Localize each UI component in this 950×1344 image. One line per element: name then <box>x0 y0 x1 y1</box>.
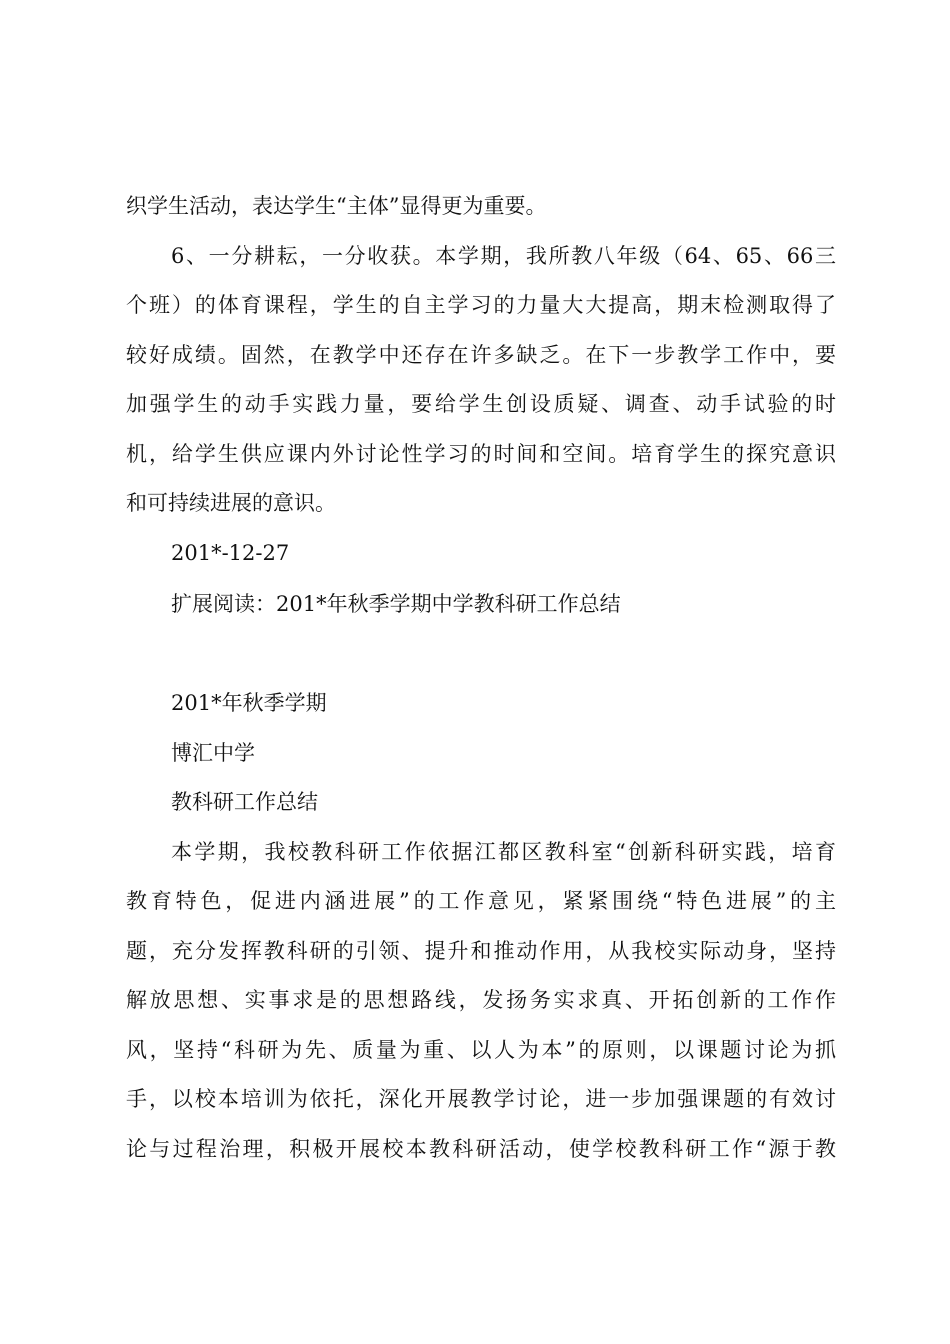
paragraph-line: 本学期，我校教科研工作依据江都区教科室“创新科研实践，培育 <box>171 840 836 864</box>
paragraph-line: 风，坚持“科研为先、质量为重、以人为本”的原则，以课题讨论为抓 <box>126 1038 836 1062</box>
school-name: 博汇中学 <box>171 741 255 765</box>
paragraph-line: 和可持续进展的意识。 <box>126 491 336 515</box>
paragraph-line: 解放思想、实事求是的思想路线，发扬务实求真、开拓创新的工作作 <box>126 988 836 1012</box>
paragraph-line: 手，以校本培训为依托，深化开展教学讨论，进一步加强课题的有效讨 <box>126 1087 836 1111</box>
paragraph-line: 较好成绩。固然，在教学中还存在许多缺乏。在下一步教学工作中，要 <box>126 343 836 367</box>
term-heading: 201*年秋季学期 <box>171 691 327 715</box>
paragraph-line: 织学生活动，表达学生“主体”显得更为重要。 <box>126 194 547 218</box>
paragraph-line: 个班）的体育课程，学生的自主学习的力量大大提高，期末检测取得了 <box>126 293 836 317</box>
paragraph-line: 教育特色，促进内涵进展”的工作意见，紧紧围绕“特色进展”的主 <box>126 889 836 913</box>
paragraph-line: 机，给学生供应课内外讨论性学习的时间和空间。培育学生的探究意识 <box>126 442 836 466</box>
date-line: 201*-12-27 <box>171 541 290 565</box>
paragraph-line: 论与过程治理，积极开展校本教科研活动，使学校教科研工作“源于教 <box>126 1137 836 1161</box>
paragraph-line: 题，充分发挥教科研的引领、提升和推动作用，从我校实际动身，坚持 <box>126 939 836 963</box>
summary-title: 教科研工作总结 <box>171 790 318 814</box>
extended-reading-title: 扩展阅读：201*年秋季学期中学教科研工作总结 <box>171 592 621 616</box>
paragraph-line: 加强学生的动手实践力量，要给学生创设质疑、调查、动手试验的时 <box>126 392 836 416</box>
paragraph-line: 6、一分耕耘，一分收获。本学期，我所教八年级（64、65、66三 <box>171 244 836 268</box>
